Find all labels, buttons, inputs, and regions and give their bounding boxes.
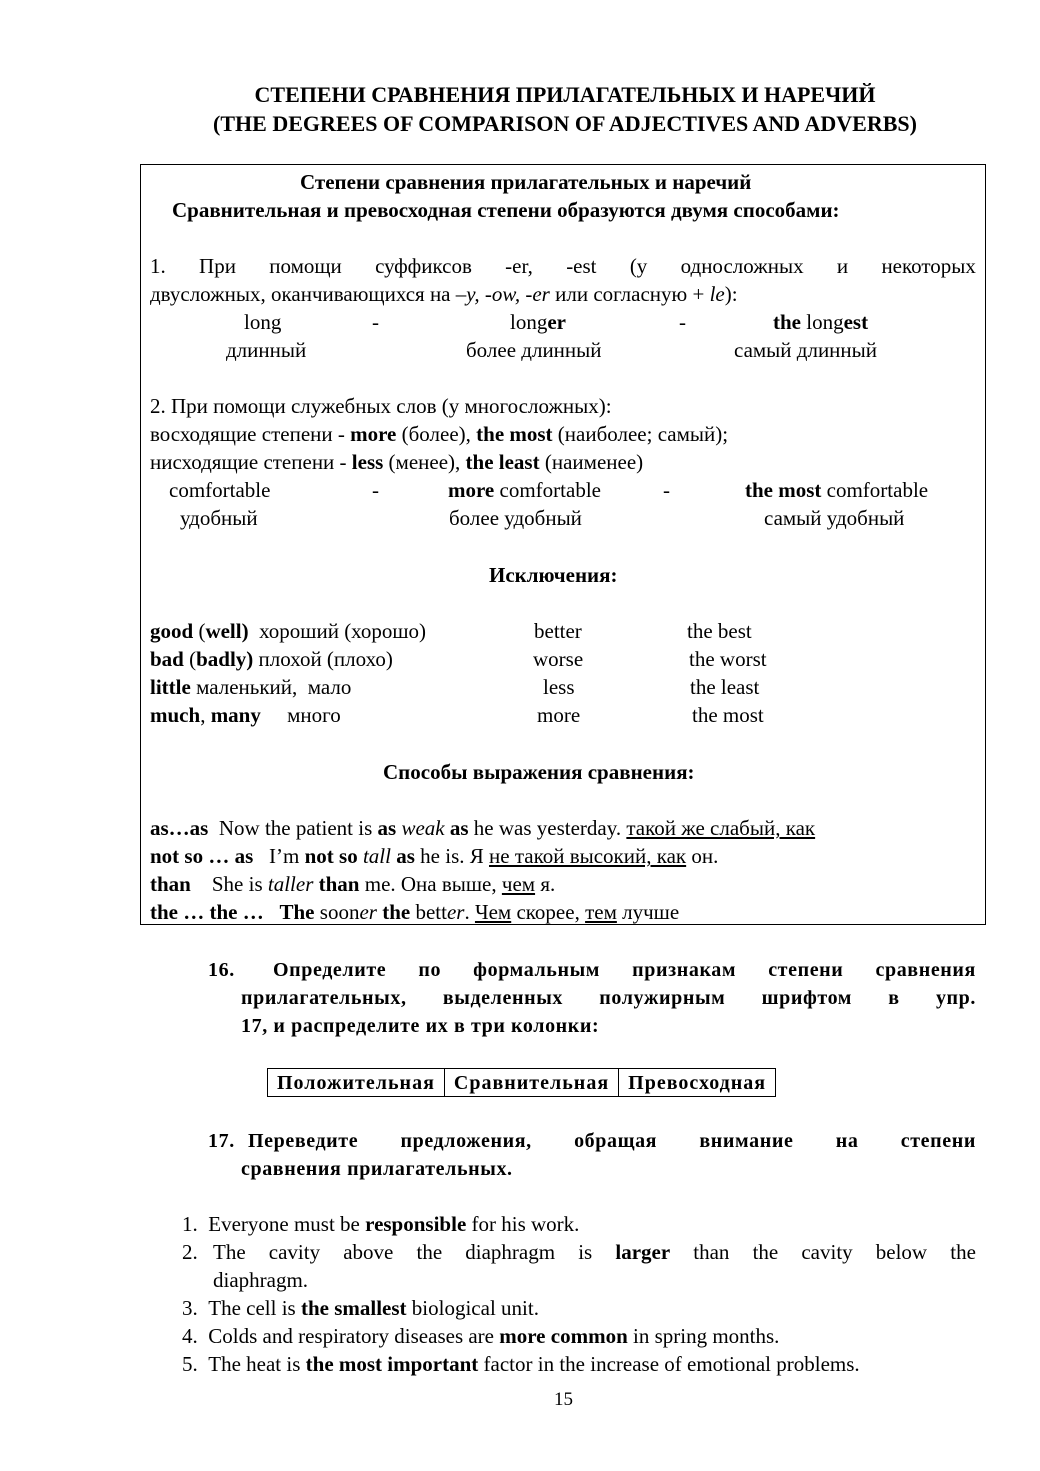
example-positive: comfortable	[169, 478, 271, 502]
exception-word: much, many много	[150, 703, 341, 727]
page-number: 15	[554, 1389, 573, 1410]
list-item: The cavity above the diaphragm is larger than the cavity below the	[213, 1240, 976, 1264]
exception-word: bad (badly) плохой (плохо)	[150, 647, 393, 671]
list-item: 5. The heat is the most important factor in the increase of emotional problems.	[182, 1352, 860, 1376]
rule-subheading: Сравнительная и превосходная степени образуются двумя способами:	[172, 198, 840, 222]
list-item-continuation: diaphragm.	[213, 1268, 309, 1292]
list-item-number: 2.	[182, 1240, 198, 1264]
degrees-table	[267, 1068, 776, 1097]
exercise-16-instruction-line2: прилагательных, выделенных полужирным шрифтом в упр.	[241, 987, 976, 1009]
comparison-example-as-as: as…as Now the patient is as weak as he was yesterday. такой же слабый, как	[150, 816, 816, 840]
example-superlative: the most comfortable	[745, 478, 929, 502]
exercise-17-instruction-line1: Переведите предложения, обращая внимание на степени	[248, 1130, 976, 1152]
example-comparative: longer	[510, 310, 566, 334]
exercise-16-instruction-line3: 17, и распределите их в три колонки:	[241, 1015, 600, 1037]
page-title: СТЕПЕНИ СРАВНЕНИЯ ПРИЛАГАТЕЛЬНЫХ И НАРЕЧИЙ	[254, 82, 876, 107]
translation-superlative: самый длинный	[734, 338, 878, 362]
translation-positive: длинный	[226, 338, 307, 362]
comparison-example-not-so-as: not so … as I’m not so tall as he is. Я не такой высокий, как он.	[150, 844, 719, 868]
exercise-16-number: 16.	[208, 959, 235, 981]
example-dash: -	[663, 478, 670, 502]
page-subtitle: (THE DEGREES OF COMPARISON OF ADJECTIVES AND ADVERBS)	[213, 111, 917, 136]
exception-comparative: more	[537, 703, 581, 727]
exceptions-heading: Исключения:	[489, 563, 618, 587]
way2-line1: 2. При помощи служебных слов (у многосложных):	[150, 394, 612, 418]
comparison-example-the-the: the … the … The sooner the better. Чем скорее, тем лучше	[150, 900, 680, 924]
exercise-17-number: 17.	[208, 1130, 235, 1152]
translation-comparative: более длинный	[466, 338, 602, 362]
translation-comparative: более удобный	[449, 506, 582, 530]
example-superlative: the longest	[773, 310, 869, 334]
table-header-positive: Положительная	[268, 1069, 445, 1097]
example-positive: long	[244, 310, 282, 334]
exception-comparative: worse	[533, 647, 584, 671]
table-header-superlative: Превосходная	[619, 1069, 776, 1097]
exception-comparative: less	[543, 675, 575, 699]
example-dash: -	[372, 478, 379, 502]
descending-degrees: нисходящие степени - less (менее), the least (наименее)	[150, 450, 644, 474]
grammar-rule-box	[140, 164, 986, 925]
exercise-17-instruction-line2: сравнения прилагательных.	[241, 1158, 513, 1180]
rule-heading: Степени сравнения прилагательных и наречий	[300, 170, 752, 194]
comparison-example-than: than She is taller than me. Она выше, чем я.	[150, 872, 556, 896]
list-item: 3. The cell is the smallest biological unit.	[182, 1296, 539, 1320]
exception-superlative: the least	[690, 675, 760, 699]
way1-line1: 1. При помощи суффиксов -er, -est (у односложных и некоторых	[150, 254, 976, 278]
example-dash: -	[372, 310, 379, 334]
ascending-degrees: восходящие степени - more (более), the most (наиболее; самый);	[150, 422, 729, 446]
list-item: 1. Everyone must be responsible for his work.	[182, 1212, 580, 1236]
exercise-16-instruction-line1: Определите по формальным признакам степени сравнения	[273, 959, 976, 981]
comparison-ways-heading: Способы выражения сравнения:	[383, 760, 695, 784]
table-row	[268, 1069, 776, 1097]
translation-positive: удобный	[180, 506, 258, 530]
example-dash: -	[679, 310, 686, 334]
way1-line2: двусложных, оканчивающихся на –y, -ow, -er или согласную + le):	[150, 282, 738, 306]
table-header-comparative: Сравнительная	[444, 1069, 618, 1097]
translation-superlative: самый удобный	[764, 506, 905, 530]
exception-superlative: the worst	[689, 647, 767, 671]
list-item: 4. Colds and respiratory diseases are more common in spring months.	[182, 1324, 780, 1348]
exception-superlative: the most	[692, 703, 764, 727]
exception-word: good (well) хороший (хорошо)	[150, 619, 427, 643]
example-comparative: more comfortable	[448, 478, 601, 502]
exception-word: little маленький, мало	[150, 675, 352, 699]
exception-superlative: the best	[687, 619, 752, 643]
exception-comparative: better	[534, 619, 582, 643]
